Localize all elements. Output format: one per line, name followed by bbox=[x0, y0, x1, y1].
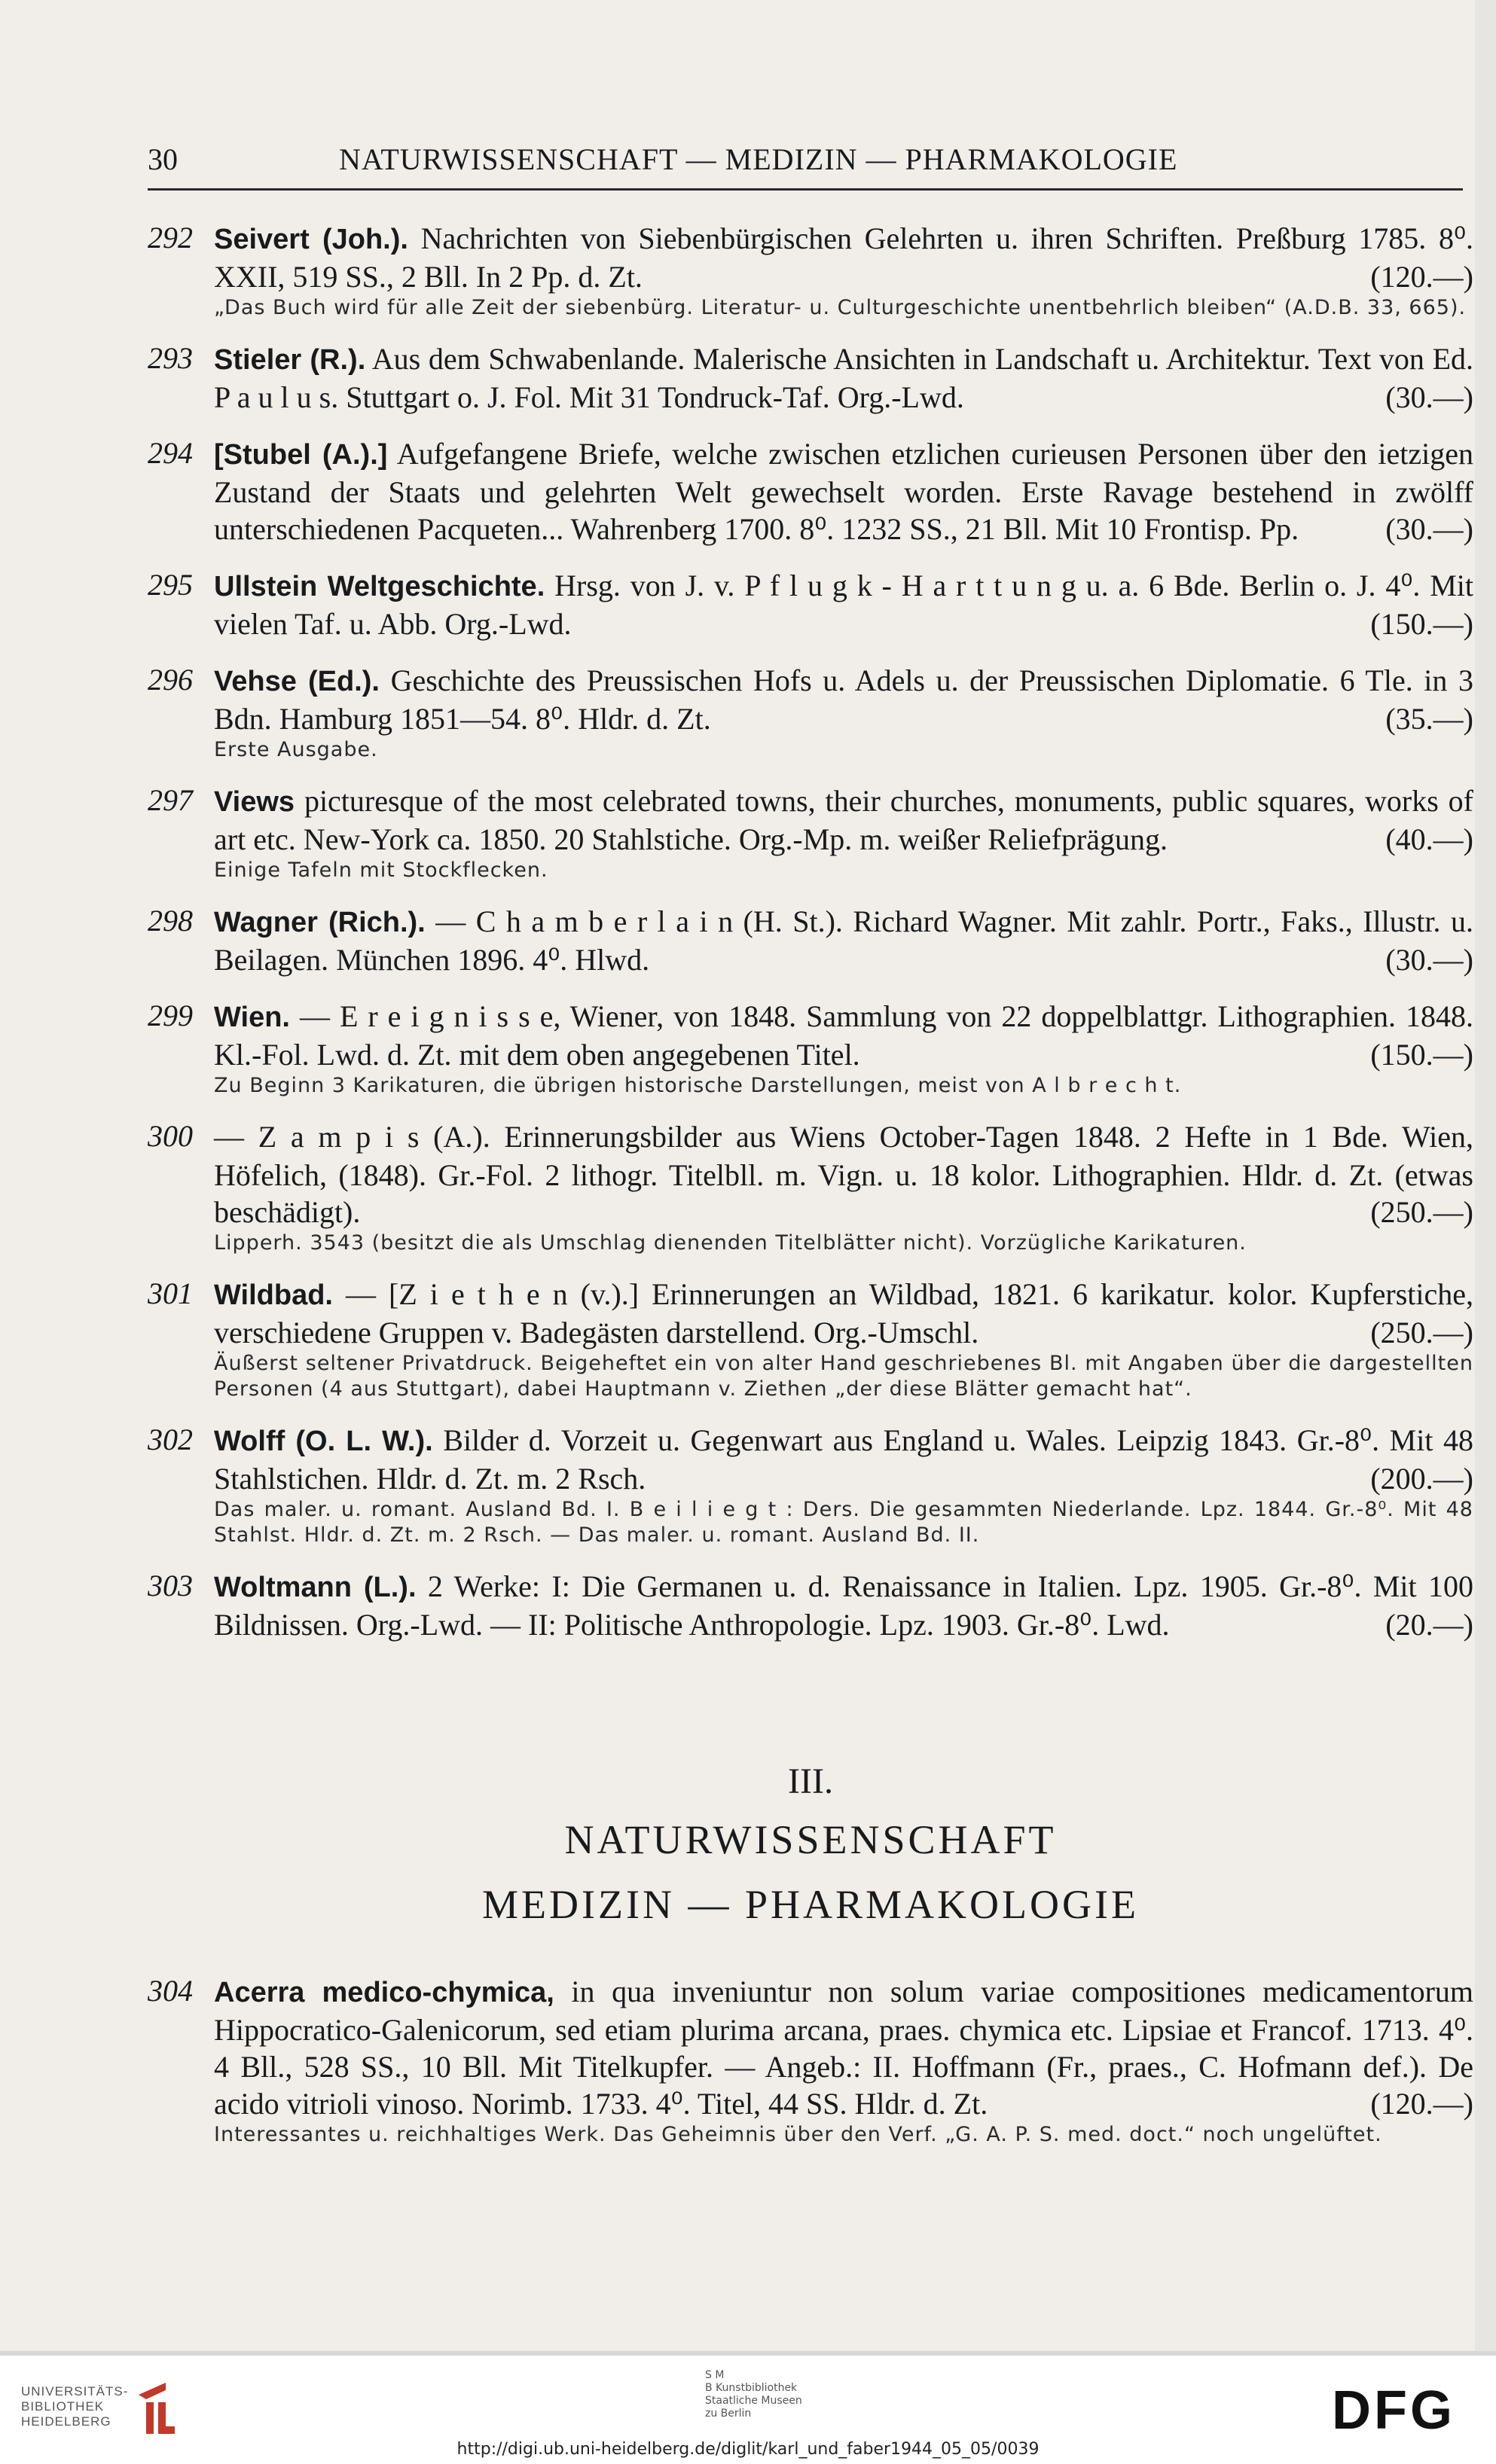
catalog-entries-section-3 bbox=[148, 1973, 1473, 2167]
library-logo[interactable]: UNIVERSITÄTS- BIBLIOTHEK HEIDELBERG bbox=[21, 2384, 129, 2429]
page-url[interactable]: http://digi.ub.uni-heidelberg.de/diglit/karl_und_faber1944_05_05/0039 bbox=[456, 2440, 1040, 2459]
entry-note: Interessantes u. reichhaltiges Werk. Das Geheimnis über den Verf. „G. A. P. S. med. doct.“ noch ungelüftet. bbox=[214, 2123, 1382, 2146]
entry-price: (20.—) bbox=[1385, 1608, 1473, 1642]
catalog-entry bbox=[148, 220, 1473, 321]
entry-description bbox=[214, 1568, 1473, 1643]
entry-author: Seivert (Joh.). bbox=[214, 224, 408, 255]
catalog-entry bbox=[148, 1973, 1473, 2148]
entry-text: Nachrichten von Siebenbürgischen Gelehrten u. ihren Schriften. Preßburg 1785. 8⁰. XXII, 519 SS., 2 Bll. In 2 Pp. d. Zt. bbox=[214, 221, 1473, 294]
entry-number: 293 bbox=[148, 341, 193, 375]
catalog-entry bbox=[148, 1568, 1473, 1643]
entry-note: Das maler. u. romant. Ausland Bd. I. B e i l i e g t : Ders. Die gesammten Niederlande. Lpz. 1844. Gr.-8⁰. Mit 48 Stahlst. Hldr. d. Zt. m. 2 Rsch. — Das maler. u. romant. Ausland Bd. II. bbox=[214, 1498, 1473, 1547]
entry-number: 303 bbox=[148, 1569, 193, 1603]
entry-note: Äußerst seltener Privatdruck. Beigeheftet ein von alter Hand geschriebenes Bl. mit Angaben über die dargestellten Personen (4 aus Stuttgart), dabei Hauptmann v. Ziethen „der diese Blätter gemacht hat“. bbox=[214, 1352, 1473, 1401]
entry-author: Wildbad. bbox=[214, 1279, 333, 1311]
entry-text: — E r e i g n i s s e, Wiener, von 1848. Sammlung von 22 doppelblattgr. Lithographien. 1848. Kl.-Fol. Lwd. d. Zt. mit dem oben angegebenen Titel. bbox=[214, 999, 1474, 1072]
entry-description bbox=[214, 1973, 1473, 2122]
catalog-entry bbox=[148, 1422, 1473, 1548]
entry-number: 294 bbox=[148, 436, 193, 470]
entry-description bbox=[214, 782, 1473, 858]
entry-price: (30.—) bbox=[1385, 943, 1473, 977]
entry-number: 301 bbox=[148, 1276, 193, 1310]
footer-divider bbox=[0, 2351, 1496, 2356]
catalog-entry bbox=[148, 435, 1473, 547]
entry-author: Acerra medico-chymica, bbox=[214, 1977, 554, 2008]
entry-author: Wien. bbox=[214, 1002, 290, 1033]
dfg-logo[interactable]: DFG bbox=[1332, 2380, 1455, 2441]
entry-price: (250.—) bbox=[1370, 1316, 1473, 1349]
catalog-entry bbox=[148, 903, 1473, 978]
entry-price: (30.—) bbox=[1385, 512, 1473, 546]
entry-number: 302 bbox=[148, 1423, 193, 1456]
catalog-entries bbox=[148, 220, 1473, 1663]
entry-author: Ullstein Weltgeschichte. bbox=[214, 571, 545, 602]
catalog-entry bbox=[148, 340, 1473, 416]
catalog-entry bbox=[148, 1118, 1473, 1256]
entry-author: [Stubel (A.).] bbox=[214, 439, 388, 471]
entry-price: (250.—) bbox=[1370, 1195, 1473, 1229]
entry-text: — Z a m p i s (A.). Erinnerungsbilder aus Wiens October-Tagen 1848. 2 Hefte in 1 Bde. Wien, Höfelich, (1848). Gr.-Fol. 2 lithogr. Titelbll. m. Vign. u. 18 kolor. Lithographien. Hldr. d. Zt. (etwas beschädigt). bbox=[214, 1120, 1473, 1229]
entry-description bbox=[214, 903, 1473, 978]
catalog-entry bbox=[148, 567, 1473, 642]
catalog-entry bbox=[148, 782, 1473, 883]
entry-price: (120.—) bbox=[1370, 2087, 1473, 2121]
entry-number: 300 bbox=[148, 1119, 193, 1153]
entry-note: Zu Beginn 3 Karikaturen, die übrigen historische Darstellungen, meist von A l b r e c h t. bbox=[214, 1074, 1182, 1097]
entry-description bbox=[214, 1422, 1473, 1497]
entry-price: (30.—) bbox=[1385, 380, 1473, 414]
entry-price: (200.—) bbox=[1370, 1462, 1473, 1496]
entry-description bbox=[214, 220, 1473, 295]
entry-author: Wagner (Rich.). bbox=[214, 907, 426, 938]
entry-price: (120.—) bbox=[1370, 260, 1473, 294]
page-edge bbox=[1475, 0, 1496, 2351]
entry-author: Woltmann (L.). bbox=[214, 1572, 417, 1603]
entry-description bbox=[214, 567, 1473, 642]
entry-text: Bilder d. Vorzeit u. Gegenwart aus England u. Wales. Leipzig 1843. Gr.-8⁰. Mit 48 Stahlstichen. Hldr. d. Zt. m. 2 Rsch. bbox=[214, 1423, 1474, 1496]
entry-author: Wolff (O. L. W.). bbox=[214, 1426, 433, 1457]
header-rule bbox=[148, 188, 1463, 191]
entry-author: Stieler (R.). bbox=[214, 344, 366, 376]
entry-number: 296 bbox=[148, 663, 193, 697]
entry-description bbox=[214, 662, 1473, 737]
entry-price: (35.—) bbox=[1385, 702, 1473, 736]
entry-author: Views bbox=[214, 786, 295, 818]
catalog-entry bbox=[148, 662, 1473, 763]
entry-number: 292 bbox=[148, 221, 193, 255]
catalog-entry bbox=[148, 1276, 1473, 1402]
entry-author: Vehse (Ed.). bbox=[214, 666, 380, 697]
entry-note: Erste Ausgabe. bbox=[214, 738, 378, 761]
entry-note: Einige Tafeln mit Stockflecken. bbox=[214, 858, 548, 882]
library-mark-icon bbox=[136, 2380, 178, 2437]
catalog-entry bbox=[148, 998, 1473, 1099]
viewer-footer bbox=[0, 2351, 1496, 2464]
entry-text: Aufgefangene Briefe, welche zwischen etzlichen curieusen Personen über den ietzigen Zustand der Staats und gelehrten Welt gewechselt worden. Erste Ravage bestehend in zwölff unterschiedenen Pacqueten... Wahrenberg 1700. 8⁰. 1232 SS., 21 Bll. Mit 10 Frontisp. Pp. bbox=[214, 437, 1474, 546]
entry-text: Geschichte des Preussischen Hofs u. Adels u. der Preussischen Diplomatie. 6 Tle. in 3 Bdn. Hamburg 1851—54. 8⁰. Hldr. d. Zt. bbox=[214, 663, 1473, 736]
entry-text: — C h a m b e r l a i n (H. St.). Richard Wagner. Mit zahlr. Portr., Faks., Illustr. u. Beilagen. München 1896. 4⁰. Hlwd. bbox=[214, 904, 1474, 977]
entry-number: 304 bbox=[148, 1974, 193, 2008]
section-title: NATURWISSENSCHAFT bbox=[564, 1817, 1057, 1862]
entry-text: Aus dem Schwabenlande. Malerische Ansichten in Landschaft u. Architektur. Text von Ed. P a u l u s. Stuttgart o. J. Fol. Mit 31 Tondruck-Taf. Org.-Lwd. bbox=[214, 342, 1474, 414]
entry-number: 297 bbox=[148, 783, 193, 817]
running-head bbox=[148, 142, 1463, 187]
entry-price: (150.—) bbox=[1370, 1038, 1473, 1072]
entry-text: in qua inveniuntur non solum variae compositiones medicamentorum Hippocratico-Galenicorum, sed etiam plurima arcana, praes. chymica etc. Lipsiae et Francof. 1713. 4⁰. 4 Bll., 528 SS., 10 Bll. Mit Titelkupfer. — Angeb.: II. Hoffmann (Fr., praes., C. Hofmann def.). De acido vitrioli vinoso. Norimb. 1733. 4⁰. Titel, 44 SS. Hldr. d. Zt. bbox=[214, 1975, 1474, 2121]
entry-text: picturesque of the most celebrated towns, their churches, monuments, public squares, works of art etc. New-York ca. 1850. 20 Stahlstiche. Org.-Mp. m. weißer Reliefprägung. bbox=[214, 784, 1473, 856]
entry-text: 2 Werke: I: Die Germanen u. d. Renaissance in Italien. Lpz. 1905. Gr.-8⁰. Mit 100 Bildnissen. Org.-Lwd. — II: Politische Anthropologie. Lpz. 1903. Gr.-8⁰. Lwd. bbox=[214, 1569, 1473, 1642]
entry-price: (40.—) bbox=[1385, 822, 1473, 856]
entry-description bbox=[214, 1276, 1473, 1351]
page-number: 30 bbox=[148, 142, 178, 176]
entry-description bbox=[214, 340, 1473, 416]
entry-text: Hrsg. von J. v. P f l u g k - H a r t t u n g u. a. 6 Bde. Berlin o. J. 4⁰. Mit vielen Taf. u. Abb. Org.-Lwd. bbox=[214, 569, 1474, 641]
entry-price: (150.—) bbox=[1370, 607, 1473, 641]
entry-number: 299 bbox=[148, 999, 193, 1032]
running-head-title: NATURWISSENSCHAFT — MEDIZIN — PHARMAKOLOGIE bbox=[339, 142, 1178, 176]
entry-number: 298 bbox=[148, 904, 193, 938]
entry-number: 295 bbox=[148, 568, 193, 602]
stamp-text: S M B Kunstbibliothek Staatliche Museen zu Berlin bbox=[705, 2369, 802, 2420]
entry-text: — [Z i e t h e n (v.).] Erinnerungen an Wildbad, 1821. 6 karikatur. kolor. Kupferstiche, verschiedene Gruppen v. Badegästen darstellend. Org.-Umschl. bbox=[214, 1277, 1474, 1349]
section-number: III. bbox=[788, 1761, 833, 1801]
entry-description bbox=[214, 998, 1473, 1073]
entry-note: Lipperh. 3543 (besitzt die als Umschlag dienenden Titelblätter nicht). Vorzügliche Karikaturen. bbox=[214, 1231, 1247, 1255]
entry-note: „Das Buch wird für alle Zeit der siebenbürg. Literatur- u. Culturgeschichte unentbehrlich bleiben“ (A.D.B. 33, 665). bbox=[214, 296, 1467, 319]
entry-description bbox=[214, 435, 1473, 547]
entry-description bbox=[214, 1118, 1473, 1230]
section-subtitle: MEDIZIN — PHARMAKOLOGIE bbox=[482, 1882, 1139, 1927]
